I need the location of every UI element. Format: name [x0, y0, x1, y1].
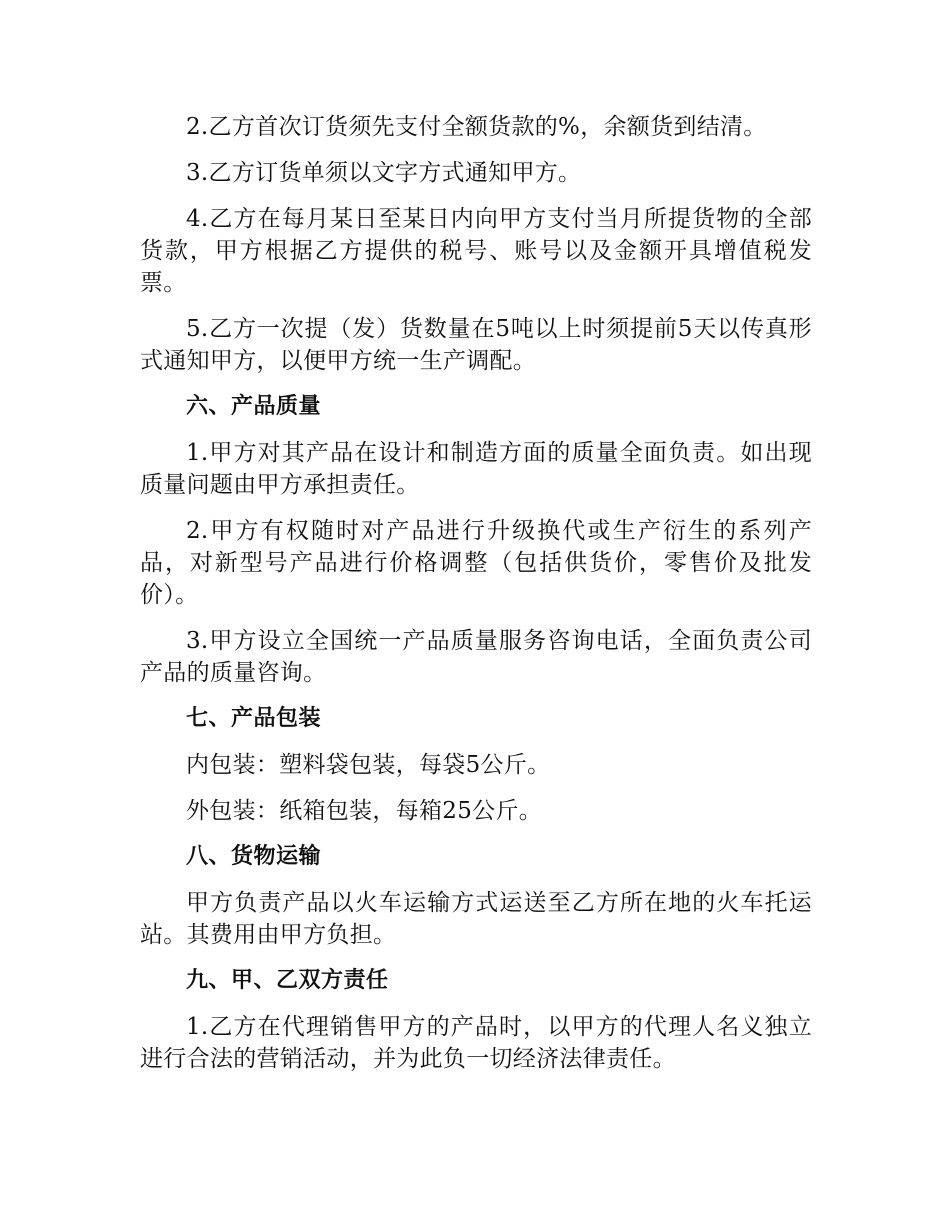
- section-heading-transport: 八、货物运输: [186, 844, 322, 869]
- paragraph-monthly-payment: 4.乙方在每月某日至某日内向甲方支付当月所提货物的全部货款，甲方根据乙方提供的税号、账号以及金额开具增值税发票。: [140, 206, 812, 296]
- section-heading-packaging: 七、产品包装: [186, 706, 322, 731]
- paragraph-inner-packaging: 内包装：塑料袋包装，每袋5公斤。: [186, 752, 551, 778]
- section-heading-responsibilities: 九、甲、乙双方责任: [186, 968, 389, 993]
- paragraph-product-upgrade: 2.甲方有权随时对产品进行升级换代或生产衍生的系列产品，对新型号产品进行价格调整（包括供货价，零售价及批发价）。: [140, 518, 812, 608]
- paragraph-order-notice: 3.乙方订货单须以文字方式通知甲方。: [186, 160, 582, 186]
- paragraph-agent-responsibility: 1.乙方在代理销售甲方的产品时，以甲方的代理人名义独立进行合法的营销活动，并为此负一切经济法律责任。: [140, 1014, 812, 1072]
- paragraph-service-hotline: 3.甲方设立全国统一产品质量服务咨询电话，全面负责公司产品的质量咨询。: [140, 628, 812, 686]
- paragraph-outer-packaging: 外包装：纸箱包装，每箱25公斤。: [186, 798, 543, 824]
- section-heading-quality: 六、产品质量: [186, 394, 322, 419]
- paragraph-payment-first-order: 2.乙方首次订货须先支付全额货款的%，余额货到结清。: [186, 114, 767, 140]
- paragraph-quality-responsibility: 1.甲方对其产品在设计和制造方面的质量全面负责。如出现质量问题由甲方承担责任。: [140, 440, 812, 498]
- paragraph-transport: 甲方负责产品以火车运输方式运送至乙方所在地的火车托运站。其费用由甲方负担。: [140, 890, 812, 948]
- document-page: [140, 111, 812, 1089]
- paragraph-delivery-notice: 5.乙方一次提（发）货数量在5吨以上时须提前5天以传真形式通知甲方，以便甲方统一生产调配。: [140, 316, 812, 374]
